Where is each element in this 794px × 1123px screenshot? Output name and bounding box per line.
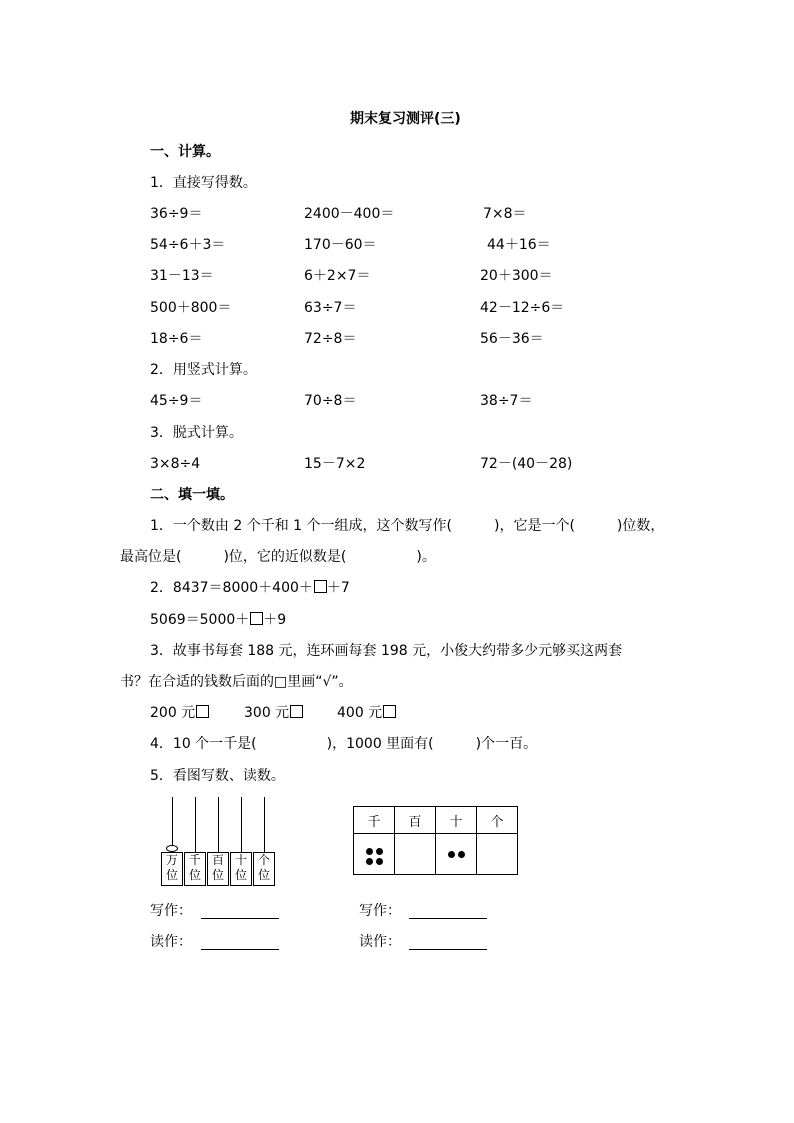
dot [448, 851, 455, 858]
calc-item: 31－13＝ [150, 268, 214, 284]
page-title: 期末复习测评(三) [350, 111, 461, 127]
cell-ge [477, 834, 518, 875]
cell-bai [395, 834, 436, 875]
write-label: 写作： [359, 903, 401, 919]
question-label: 1．直接写得数。 [150, 175, 257, 191]
checkbox[interactable] [383, 705, 396, 718]
cell-qian [354, 834, 395, 875]
calc-item: 170－60＝ [304, 237, 377, 253]
read-answer-line-right[interactable] [409, 949, 487, 950]
read-answer-line-left[interactable] [201, 949, 279, 950]
calc-item: 36÷9＝ [150, 206, 203, 222]
question-text: 书？在合适的钱数后面的□里画“√”。 [120, 674, 353, 690]
abacus-label-qian: 千 位 [184, 852, 206, 886]
calc-item: 42－12÷6＝ [480, 300, 565, 316]
calc-item: 6＋2×7＝ [304, 268, 371, 284]
dot [366, 848, 373, 855]
answer-box[interactable] [250, 612, 263, 625]
calc-item: 44＋16＝ [487, 237, 551, 253]
read-label: 读作： [150, 934, 192, 950]
dot [376, 858, 383, 865]
header-qian: 千 [354, 807, 395, 834]
calc-item: 72－(40－28) [480, 456, 573, 472]
answer-box[interactable] [314, 580, 327, 593]
expression-part: ＋9 [263, 612, 287, 628]
abacus-rod [241, 797, 242, 852]
calc-item: 7×8＝ [483, 206, 527, 222]
option-label: 200 元 [150, 705, 196, 721]
dot [458, 851, 465, 858]
abacus-rod [195, 797, 196, 852]
header-bai: 百 [395, 807, 436, 834]
calc-item: 63÷7＝ [304, 300, 357, 316]
calc-item: 72÷8＝ [304, 331, 357, 347]
calc-item: 18÷6＝ [150, 331, 203, 347]
question-text: 3．故事书每套 188 元，连环画每套 198 元，小俊大约带多少元够买这两套 [150, 643, 623, 659]
abacus-label-ge: 个 位 [253, 852, 275, 886]
checkbox[interactable] [290, 705, 303, 718]
dot [366, 858, 373, 865]
write-answer-line-left[interactable] [201, 918, 279, 919]
abacus-label-shi: 十 位 [230, 852, 252, 886]
cell-shi [436, 834, 477, 875]
abacus-bead [166, 845, 178, 852]
abacus-label-bai: 百 位 [207, 852, 229, 886]
write-label: 写作： [150, 903, 192, 919]
calc-item: 38÷7＝ [480, 393, 533, 409]
calc-item: 56－36＝ [480, 331, 544, 347]
question-text [150, 580, 350, 596]
header-ge: 个 [477, 807, 518, 834]
question-label: 3．脱式计算。 [150, 425, 243, 441]
calc-item: 54÷6＋3＝ [150, 237, 226, 253]
abacus-rod [264, 797, 265, 852]
abacus-label-wan: 万 位 [161, 852, 183, 886]
question-label: 5．看图写数、读数。 [150, 768, 285, 784]
calc-item: 15－7×2 [304, 456, 366, 472]
expression-part: 2．8437＝8000＋400＋ [150, 580, 313, 596]
place-value-table [353, 806, 518, 875]
dot-group [448, 851, 465, 858]
section-heading-calc: 一、计算。 [150, 144, 220, 160]
question-label: 2．用竖式计算。 [150, 362, 257, 378]
question-text [150, 612, 286, 628]
abacus-rod [172, 797, 173, 852]
calc-item: 3×8÷4 [150, 456, 201, 472]
checkbox[interactable] [196, 705, 209, 718]
option-400 [337, 705, 396, 721]
header-shi: 十 [436, 807, 477, 834]
abacus-rod [218, 797, 219, 852]
read-label: 读作： [359, 934, 401, 950]
calc-item: 500＋800＝ [150, 300, 232, 316]
option-label: 300 元 [244, 705, 290, 721]
calc-item: 2400－400＝ [304, 206, 395, 222]
question-text: 最高位是( )位，它的近似数是( )。 [120, 549, 436, 565]
option-300 [244, 705, 303, 721]
write-answer-line-right[interactable] [409, 918, 487, 919]
dot [376, 848, 383, 855]
calc-item: 20＋300＝ [480, 268, 553, 284]
calc-item: 45÷9＝ [150, 393, 203, 409]
option-200 [150, 705, 209, 721]
expression-part: ＋7 [326, 580, 350, 596]
dot-group [366, 848, 383, 865]
calc-item: 70÷8＝ [304, 393, 357, 409]
section-heading-fill: 二、填一填。 [150, 487, 234, 503]
expression-part: 5069＝5000＋ [150, 612, 250, 628]
option-label: 400 元 [337, 705, 383, 721]
question-text: 4．10 个一千是( )，1000 里面有( )个一百。 [150, 736, 538, 752]
question-text: 1．一个数由 2 个千和 1 个一组成，这个数写作( )，它是一个( )位数， [150, 518, 665, 534]
